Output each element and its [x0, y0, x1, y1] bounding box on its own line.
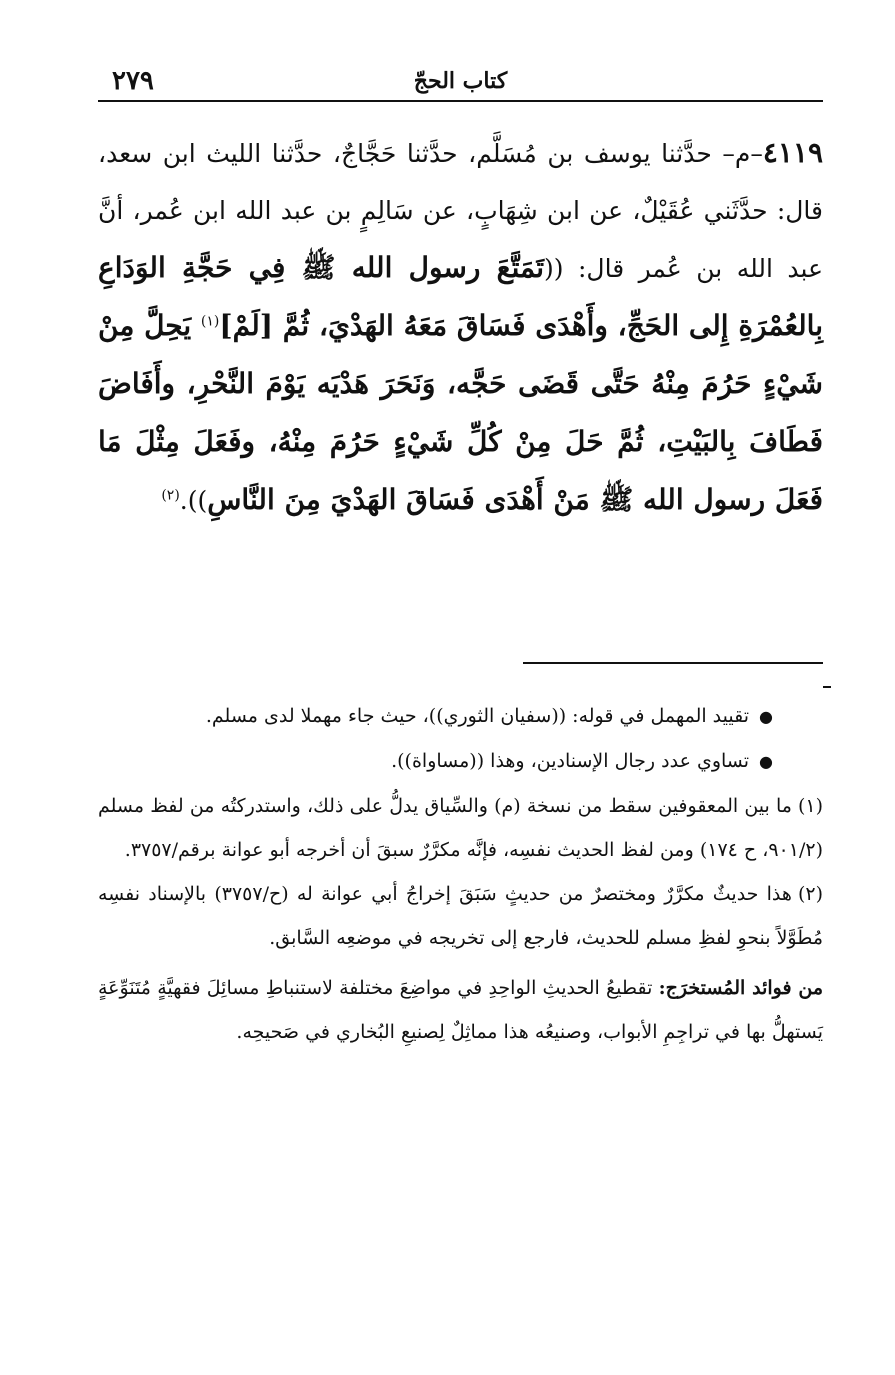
- footnote-number: (٢): [797, 883, 823, 905]
- notes-section: [98, 694, 823, 1054]
- footnote-number: (١): [797, 795, 823, 817]
- hadith-number: ٤١١٩: [762, 136, 823, 169]
- footnote-text: هذا حديثٌ مكرَّرٌ ومختصرٌ من حديثٍ سَبَقَ إخراجُ أبي عوانة له (ح/٣٧٥٧) بالإسناد نفسِه مُطَوَّلاً بنحوِ لفظِ مسلم للحديث، فارجع إلى تخريجه في موضعِه السَّابق.: [98, 883, 823, 949]
- footnote-separator: [523, 662, 823, 664]
- footnote-2: [98, 872, 823, 960]
- bullet-text: تقييد المهمل في قوله: ((سفيان الثوري))، حيث جاء مهملا لدى مسلم.: [205, 705, 750, 727]
- separator-mark: [823, 686, 831, 688]
- fawaid-text: تقطيعُ الحديثِ الواحِدِ في مواضِعَ مختلفة لاستنباطِ مسائِلَ فقهيَّةٍ مُتَنَوِّعَةٍ يَستهلُّ بها في تراجِمِ الأبواب، وصنيعُه هذا مماثِلٌ لِصنيعِ البُخاري في صَحيحِه.: [98, 977, 823, 1043]
- hadith-text: [98, 124, 823, 529]
- bullet-note: [98, 694, 823, 739]
- bullet-icon: ●: [759, 707, 773, 726]
- footnote-ref-1[interactable]: (١): [200, 313, 220, 330]
- footnote-text: ما بين المعقوفين سقط من نسخة (م) والسِّياق يدلُّ على ذلك، واستدركتُه من لفظ مسلم (٩٠١/٢، ح ١٧٤) ومن لفظ الحديث نفسِه، فإنَّه مكرَّرٌ سبقَ أن أخرجه أبو عوانة برقم/٣٧٥٧.: [98, 795, 823, 861]
- hadith-matn-part1: تَمَتَّعَ رسول الله ﷺ فِي حَجَّةِ الوَدَاعِ بِالعُمْرَةِ إِلى الحَجِّ، وأَهْدَى فَسَاقَ مَعَهُ الهَدْيَ، ثُمَّ [لَمْ]: [98, 251, 823, 342]
- hadith-closing: )).: [179, 486, 208, 515]
- footnote-ref-2[interactable]: (٢): [161, 487, 180, 504]
- hadith-matn-part2: يَحِلَّ مِنْ شَيْءٍ حَرُمَ مِنْهُ حَتَّى قَضَى حَجَّه، وَنَحَرَ هَدْيَه يَوْمَ النَّحْرِ، وأَفَاضَ فَطَافَ بِالبَيْتِ، ثُمَّ حَلَ مِنْ كُلِّ شَيْءٍ حَرُمَ مِنْهُ، وفَعَلَ مِثْلَ مَا فَعَلَ رسول الله ﷺ مَنْ أَهْدَى فَسَاقَ الهَدْيَ مِنَ النَّاسِ: [98, 309, 823, 516]
- footnote-1: [98, 784, 823, 872]
- bullet-icon: ●: [759, 752, 773, 771]
- bullet-note: [98, 739, 823, 784]
- page: [98, 64, 823, 1335]
- fawaid-note: [98, 966, 823, 1054]
- page-header: [98, 64, 823, 102]
- bullet-text: تساوي عدد رجال الإسنادين، وهذا ((مساواة)).: [391, 750, 750, 772]
- hadith-isnad: –م– حدَّثنا يوسف بن مُسَلَّم، حدَّثنا حَجَّاجٌ، حدَّثنا الليث ابن سعد، قال: حدَّثَني عُقَيْلٌ، عن ابن شِهَابٍ، عن سَالِمٍ بن عبد الله ابن عُمر، أنَّ عبد الله بن عُمر قال: ((: [98, 139, 824, 283]
- book-title: كتاب الحجّ: [413, 68, 508, 94]
- page-number: ٢٧٩: [112, 66, 154, 96]
- fawaid-title: من فوائد المُستخرَج:: [658, 977, 823, 999]
